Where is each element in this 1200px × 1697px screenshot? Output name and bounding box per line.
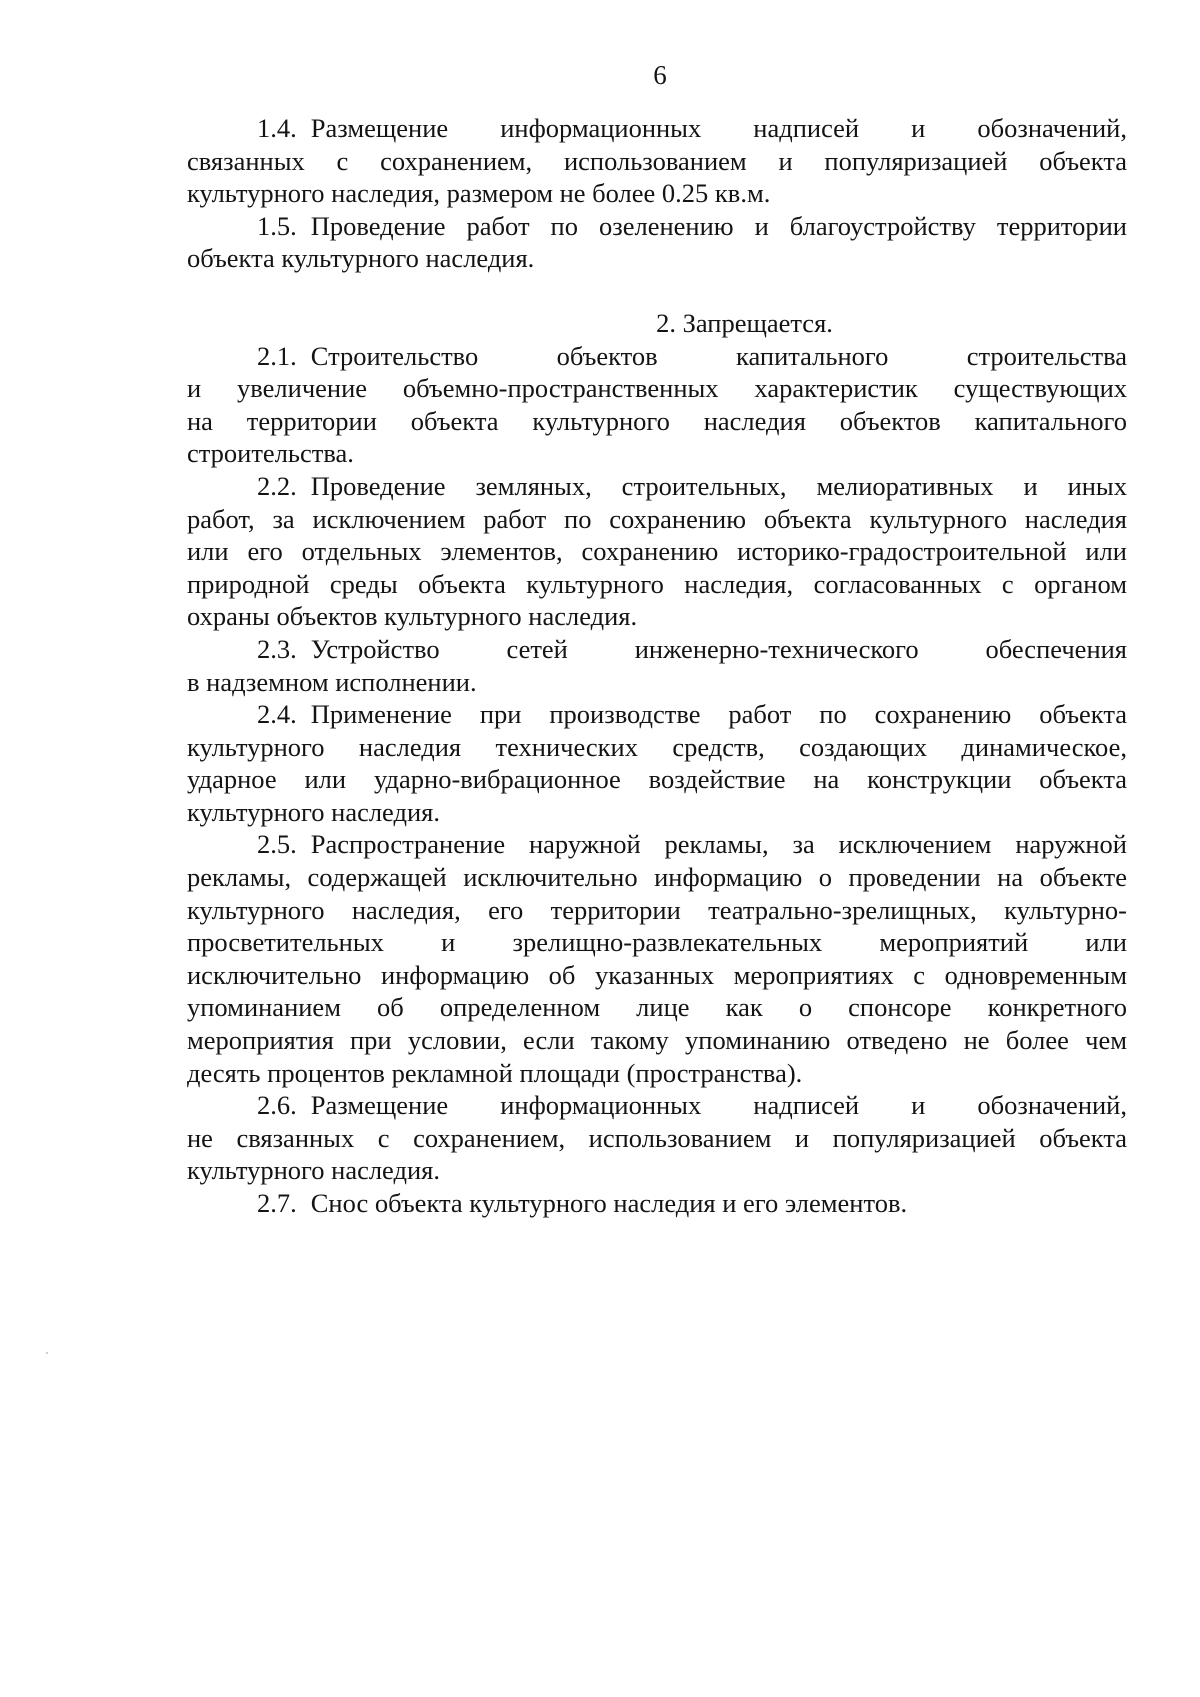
clause-number: 2.6. [257, 1090, 297, 1121]
clause-line: мероприятия при условии, если такому упоминанию отведено не более чем [187, 1025, 1127, 1056]
clause-text: Устройство сетей инженерно-технического обеспечения [310, 633, 1127, 664]
clause-line: десять процентов рекламной площади (пространства). [187, 1057, 803, 1088]
clause-number: 2.2. [257, 470, 297, 501]
clause-number: 2.5. [257, 829, 297, 860]
clause-number: 2.4. [257, 699, 297, 730]
clause-line [187, 340, 1127, 373]
clause-number: 2.7. [257, 1188, 297, 1218]
clause-number: 1.5. [257, 210, 297, 241]
clause-line: ударное или ударно-вибрационное воздействие на конструкции объекта [187, 764, 1127, 795]
clause-line: связанных с сохранением, использованием и популяризацией объекта [187, 145, 1127, 176]
scan-speck [46, 1352, 48, 1354]
clause-line: объекта культурного наследия. [187, 243, 535, 274]
clause-line: строительства. [187, 438, 354, 469]
clause-text: Проведение земляных, строительных, мелиоративных и иных [310, 470, 1127, 501]
clause-line [187, 112, 1127, 145]
clause-line: работ, за исключением работ по сохранению объекта культурного наследия [187, 503, 1127, 534]
clause-number: 2.3. [257, 633, 297, 664]
clause-line [187, 470, 1127, 503]
clause-text: Распространение наружной рекламы, за исключением наружной [310, 829, 1127, 860]
clause-number: 1.4. [257, 113, 297, 143]
clause-line: на территории объекта культурного наследия объектов капитального [187, 405, 1127, 436]
page-number: 6 [653, 60, 667, 90]
clause-text: Применение при производстве работ по сохранению объекта [310, 699, 1127, 730]
clause-text: Размещение информационных надписей и обозначений, [310, 1090, 1127, 1121]
clause-line [187, 633, 1127, 666]
section-heading: 2. Запрещается. [656, 307, 833, 338]
clause-line: исключительно информацию об указанных мероприятиях с одновременным [187, 959, 1127, 990]
clause-2-1 [187, 340, 1127, 470]
clause-line: не связанных с сохранением, использованием и популяризацией объекта [187, 1122, 1127, 1153]
clause-line: культурного наследия, размером не более 0.25 кв.м. [187, 178, 771, 209]
clause-line [187, 828, 1127, 861]
document-body [187, 112, 1127, 1220]
clause-line: просветительных и зрелищно-развлекательных мероприятий или [187, 927, 1127, 958]
clause-line: упоминанием об определенном лице как о спонсоре конкретного [187, 992, 1127, 1023]
clause-2-6 [187, 1089, 1127, 1187]
clause-line: или его отдельных элементов, сохранению историко-градостроительной или [187, 536, 1127, 567]
clause-line: культурного наследия технических средств, создающих динамическое, [187, 731, 1127, 762]
clause-1-4 [187, 112, 1127, 210]
clause-line: охраны объектов культурного наследия. [187, 601, 638, 632]
clause-line: культурного наследия, его территории театрально-зрелищных, культурно- [187, 894, 1127, 925]
clause-2-2 [187, 470, 1127, 633]
clause-1-5 [187, 210, 1127, 275]
clause-line [187, 210, 1127, 243]
clause-line: и увеличение объемно-пространственных характеристик существующих [187, 373, 1127, 404]
clause-line: рекламы, содержащей исключительно информацию о проведении на объекте [187, 862, 1127, 893]
clause-text: Размещение информационных надписей и обозначений, [310, 113, 1127, 143]
clause-text: Проведение работ по озеленению и благоустройству территории [310, 210, 1127, 241]
clause-line [187, 698, 1127, 731]
clause-line: культурного наследия. [187, 796, 440, 827]
clause-text: Снос объекта культурного наследия и его элементов. [310, 1188, 908, 1218]
clause-2-7 [187, 1187, 1127, 1220]
clause-line [187, 1187, 1127, 1220]
clause-2-5 [187, 828, 1127, 1089]
clause-text: Строительство объектов капитального строительства [310, 340, 1127, 371]
clause-line [187, 1089, 1127, 1122]
clause-line: природной среды объекта культурного наследия, согласованных с органом [187, 568, 1127, 599]
clause-2-4 [187, 698, 1127, 828]
clause-number: 2.1. [257, 340, 297, 371]
clause-line: культурного наследия. [187, 1155, 440, 1186]
clause-line: в надземном исполнении. [187, 666, 477, 697]
clause-2-3 [187, 633, 1127, 698]
